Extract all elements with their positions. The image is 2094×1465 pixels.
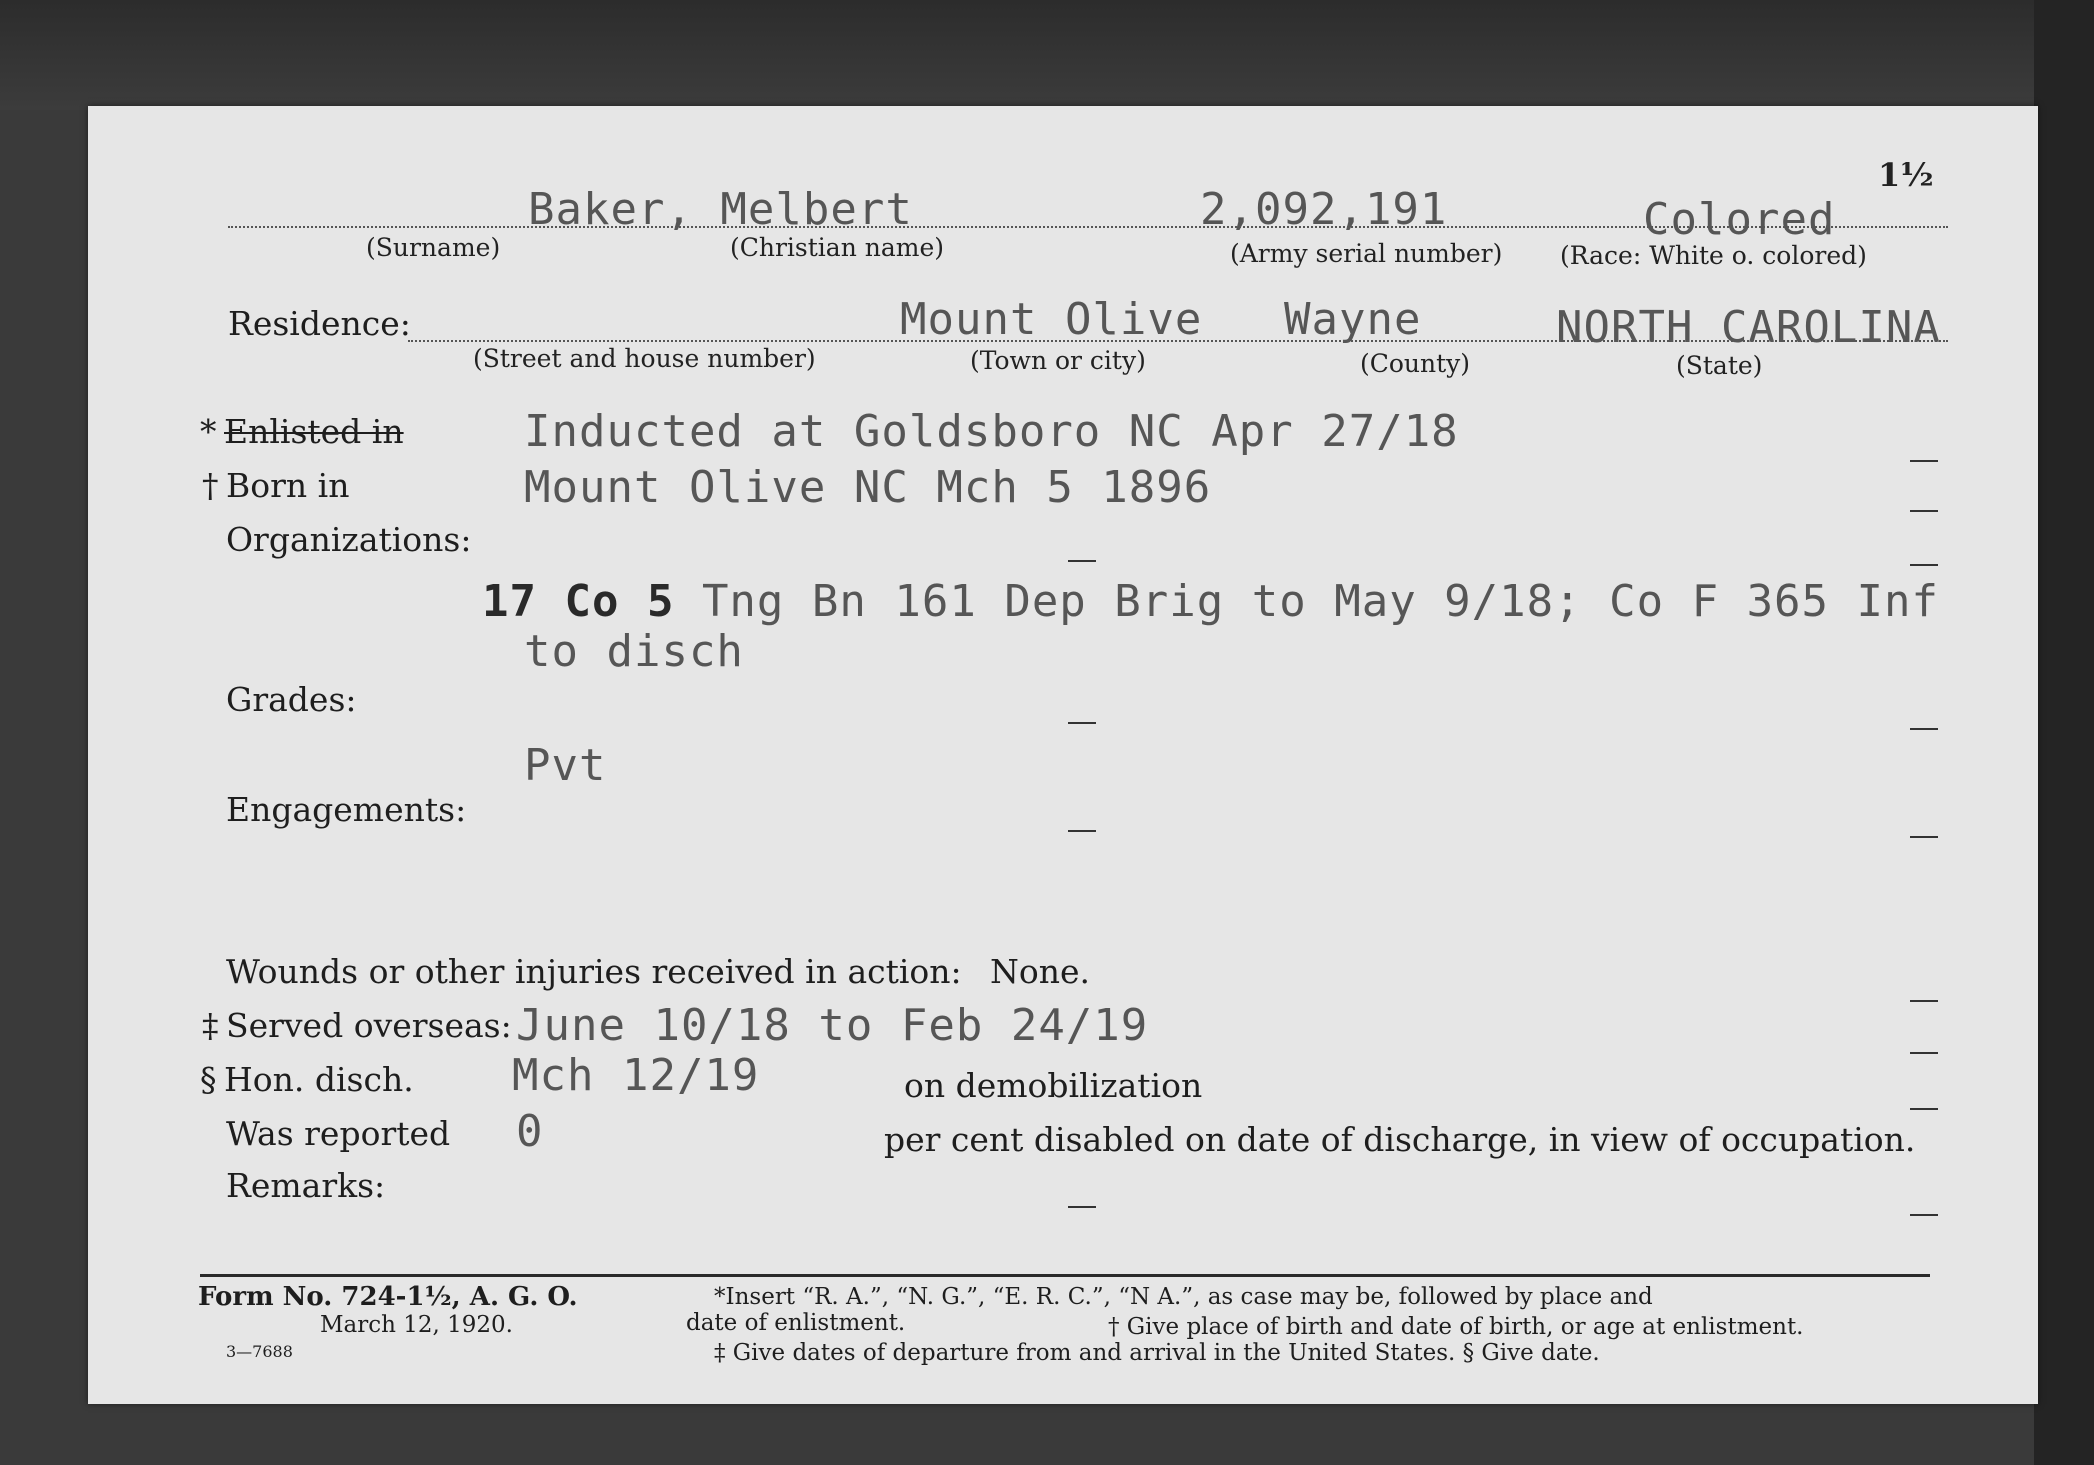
wounds-label: Wounds or other injuries received in action: <box>226 952 962 991</box>
hon-disch-mark: § <box>200 1060 217 1099</box>
surname-caption: (Surname) <box>366 233 501 262</box>
dash-mark <box>1910 1108 1938 1110</box>
overseas-value: June 10/18 to Feb 24/19 <box>516 1000 1149 1051</box>
dash-mark <box>1910 836 1938 838</box>
dash-mark <box>1910 728 1938 730</box>
dash-mark <box>1910 510 1938 512</box>
state-caption: (State) <box>1676 351 1763 380</box>
christian-name-caption: (Christian name) <box>730 233 945 262</box>
dash-mark <box>1910 564 1938 566</box>
remarks-label: Remarks: <box>226 1166 386 1205</box>
grades-value: Pvt <box>524 740 607 791</box>
race-value: Colored <box>1643 194 1836 245</box>
born-label: Born in <box>226 466 350 505</box>
state-value: NORTH CAROLINA <box>1556 302 1941 353</box>
enlisted-label: Enlisted in <box>224 412 404 451</box>
record-card <box>88 106 2038 1404</box>
dash-mark <box>1068 830 1096 832</box>
print-code: 3—7688 <box>226 1342 293 1361</box>
hon-disch-value: Mch 12/19 <box>512 1050 760 1101</box>
street-caption: (Street and house number) <box>473 344 816 373</box>
form-date: March 12, 1920. <box>320 1312 513 1338</box>
footnote-line-2b: † Give place of birth and date of birth, or age at enlistment. <box>1108 1314 1804 1340</box>
serial-value: 2,092,191 <box>1200 184 1448 235</box>
race-caption: (Race: White o. colored) <box>1560 241 1867 270</box>
enlisted-value: Inducted at Goldsboro NC Apr 27/18 <box>524 406 1459 457</box>
reported-label: Was reported <box>226 1114 451 1153</box>
footnote-line-2a: date of enlistment. <box>686 1310 906 1336</box>
organizations-label: Organizations: <box>226 520 472 559</box>
dash-mark <box>1910 1214 1938 1216</box>
footnote-line-3: ‡ Give dates of departure from and arrival in the United States. § Give date. <box>714 1340 1600 1366</box>
organizations-line-1 <box>482 576 1939 627</box>
name-value: Baker, Melbert <box>528 184 913 235</box>
enlisted-mark: * <box>200 412 217 451</box>
dash-mark <box>1910 1000 1938 1002</box>
hon-disch-label: Hon. disch. <box>224 1060 414 1099</box>
background-right <box>2034 0 2094 1465</box>
engagements-label: Engagements: <box>226 790 467 829</box>
town-caption: (Town or city) <box>970 346 1146 375</box>
grades-label: Grades: <box>226 680 357 719</box>
overseas-label: Served overseas: <box>226 1006 512 1045</box>
organizations-unit-text: Tng Bn 161 Dep Brig to May 9/18; Co F 365 Inf <box>701 576 1939 627</box>
wounds-value: None. <box>990 952 1091 991</box>
organizations-unit-stamp: 17 Co 5 <box>482 576 675 627</box>
hon-disch-suffix: on demobilization <box>904 1066 1203 1105</box>
serial-number-caption: (Army serial number) <box>1230 239 1503 268</box>
county-value: Wayne <box>1284 294 1422 345</box>
dash-mark <box>1910 1052 1938 1054</box>
footnote-line-1: *Insert “R. A.”, “N. G.”, “E. R. C.”, “N A.”, as case may be, followed by place and <box>714 1284 1653 1310</box>
reported-value: 0 <box>516 1106 544 1157</box>
overseas-mark: ‡ <box>202 1006 219 1045</box>
background-top <box>0 0 2094 110</box>
born-value: Mount Olive NC Mch 5 1896 <box>524 462 1212 513</box>
footer-rule <box>200 1274 1930 1277</box>
born-mark: † <box>202 466 219 505</box>
reported-suffix: per cent disabled on date of discharge, in view of occupation. <box>884 1120 1916 1159</box>
residence-label: Residence: <box>228 304 411 343</box>
corner-number: 1½ <box>1878 156 1934 194</box>
dash-mark <box>1068 1206 1096 1208</box>
organizations-line-2: to disch <box>524 626 744 677</box>
form-number: Form No. 724-1½, A. G. O. <box>198 1282 578 1312</box>
dash-mark <box>1910 460 1938 462</box>
county-caption: (County) <box>1360 349 1471 378</box>
town-value: Mount Olive <box>900 294 1203 345</box>
dash-mark <box>1068 722 1096 724</box>
dash-mark <box>1068 560 1096 562</box>
